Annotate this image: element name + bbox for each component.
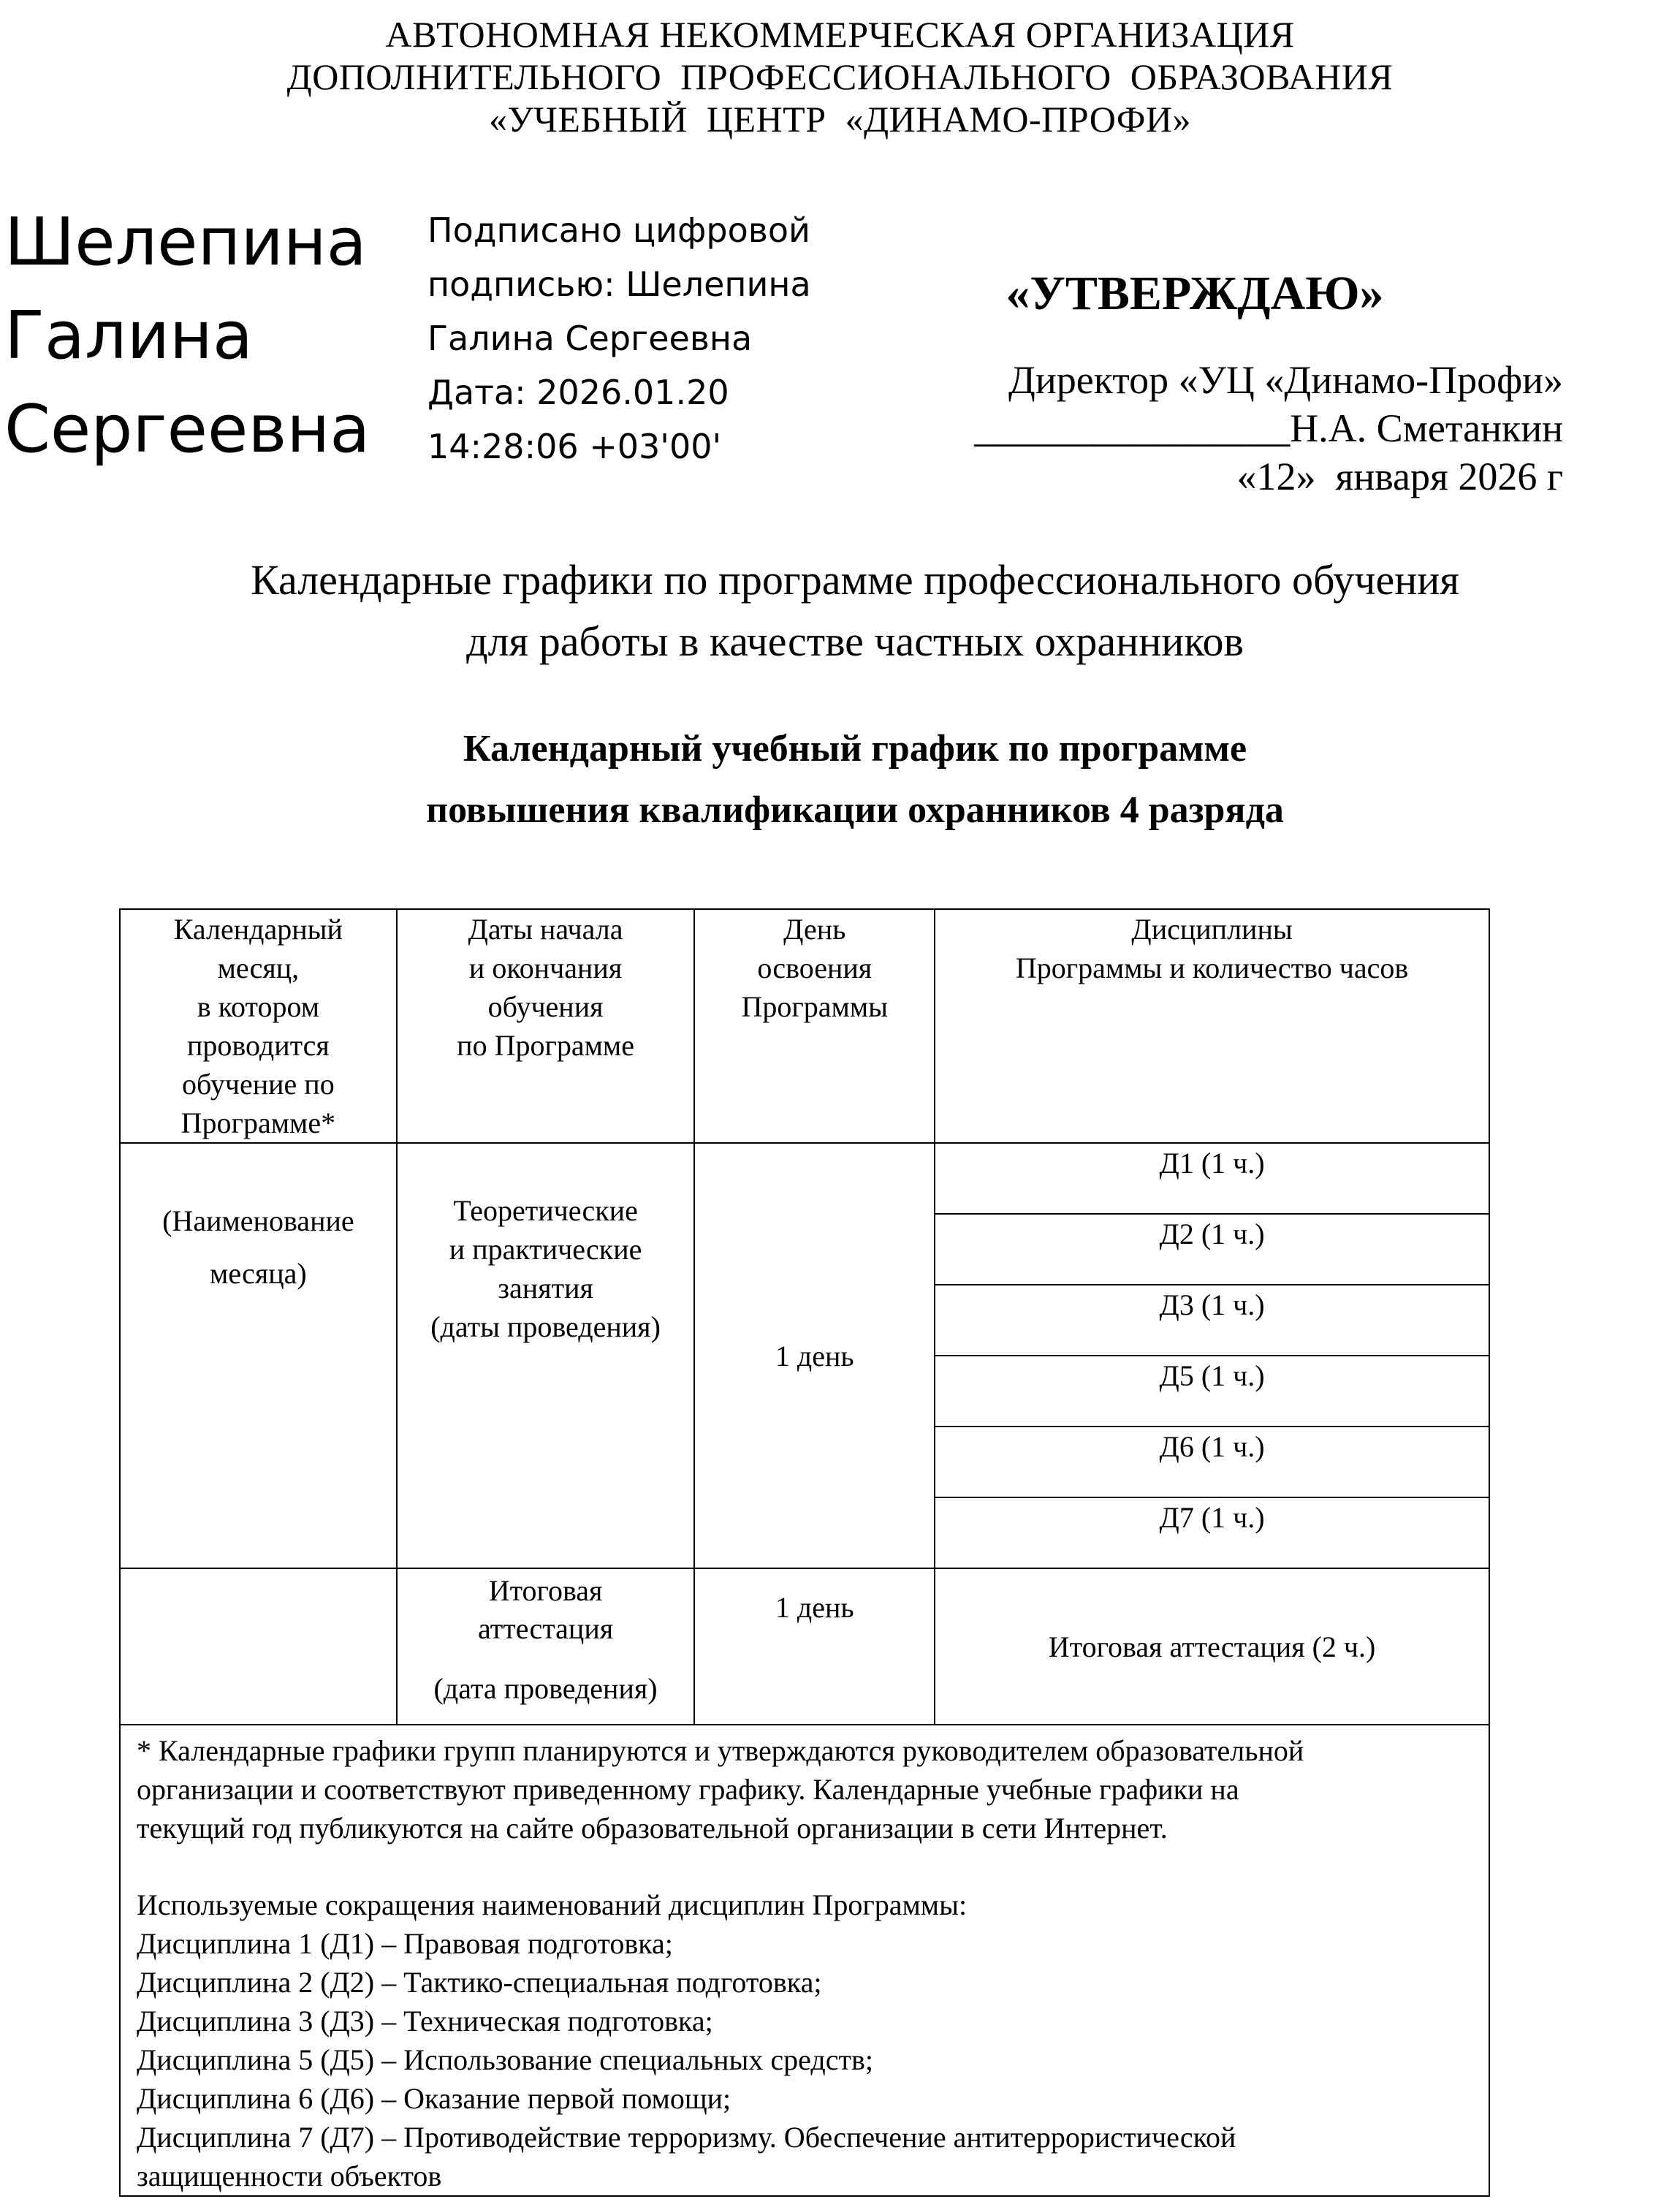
empty-month-cell — [120, 1568, 397, 1725]
cell-text: месяца) — [210, 1257, 307, 1290]
abbrev-line: Дисциплина 2 (Д2) – Тактико-специальная подготовка; — [137, 1966, 822, 1999]
header-text: и окончания — [468, 951, 623, 984]
final-assessment-row — [120, 1568, 1489, 1725]
header-dates — [397, 909, 695, 1143]
cell-text: и практические — [449, 1233, 642, 1266]
signature-name-line: Сергеевна — [4, 391, 370, 468]
abbrev-line: Дисциплина 3 (Д3) – Техническая подготовка; — [137, 2005, 713, 2037]
cell-text: (Наименование — [162, 1204, 354, 1237]
schedule-subtitle — [0, 718, 1680, 841]
approval-line: Директор «УЦ «Динамо-Профи» — [1008, 358, 1563, 402]
signature-name-line: Галина — [4, 297, 254, 374]
digital-signature-details — [427, 203, 811, 474]
cell-text: Теоретические — [453, 1194, 638, 1227]
header-disciplines — [935, 909, 1489, 1143]
header-text: в котором — [197, 990, 319, 1023]
discipline-cell: Д2 (1 ч.) — [935, 1214, 1489, 1285]
cell-text: (дата проведения) — [433, 1672, 658, 1705]
month-cell — [120, 1143, 397, 1568]
subtitle-line: Календарный учебный график по программе — [463, 728, 1247, 770]
document-title — [0, 550, 1680, 672]
approval-line: ________________Н.А. Сметанкин — [974, 406, 1563, 450]
abbrev-line: защищенности объектов — [137, 2159, 442, 2192]
header-text: обучение по — [182, 1068, 335, 1101]
discipline-cell: Д6 (1 ч.) — [935, 1427, 1489, 1497]
note-line: текущий год публикуются на сайте образовательной организации в сети Интернет. — [137, 1812, 1168, 1845]
digital-signature-name — [4, 196, 370, 476]
title-line: для работы в качестве частных охранников — [466, 618, 1244, 665]
header-text: Дисциплины — [1131, 913, 1293, 946]
notes-row — [120, 1725, 1489, 2196]
signature-detail-line: 14:28:06 +03'00' — [427, 427, 722, 466]
note-line: организации и соответствуют приведенному графику. Календарные учебные графики на — [137, 1773, 1239, 1806]
abbrev-heading: Используемые сокращения наименований дисциплин Программы: — [137, 1888, 968, 1921]
abbrev-line: Дисциплина 7 (Д7) – Противодействие терроризму. Обеспечение антитеррористической — [137, 2121, 1236, 2154]
header-text: Даты начала — [468, 913, 623, 946]
approval-block — [974, 356, 1563, 501]
org-line: ДОПОЛНИТЕЛЬНОГО ПРОФЕССИОНАЛЬНОГО ОБРАЗОВАНИЯ — [286, 56, 1394, 97]
org-line: «УЧЕБНЫЙ ЦЕНТР «ДИНАМО-ПРОФИ» — [488, 99, 1192, 140]
cell-text: (даты проведения) — [430, 1310, 661, 1343]
header-text: Программы — [741, 990, 889, 1023]
signature-name-line: Шелепина — [4, 204, 367, 281]
final-day-cell: 1 день — [694, 1568, 935, 1725]
notes-cell — [120, 1725, 1489, 2196]
abbrev-line: Дисциплина 1 (Д1) – Правовая подготовка; — [137, 1927, 673, 1960]
final-discipline-cell: Итоговая аттестация (2 ч.) — [935, 1568, 1489, 1725]
org-line: АВТОНОМНАЯ НЕКОММЕРЧЕСКАЯ ОРГАНИЗАЦИЯ — [385, 14, 1295, 55]
header-text: проводится — [187, 1029, 330, 1062]
header-text: освоения — [757, 951, 873, 984]
day-cell: 1 день — [694, 1143, 935, 1568]
cell-text: Итоговая — [488, 1574, 603, 1607]
signature-detail-line: подписью: Шелепина — [427, 265, 811, 304]
header-text: Календарный — [173, 913, 343, 946]
header-text: День — [783, 913, 846, 946]
approval-line: «12» января 2026 г — [1236, 455, 1563, 498]
cell-text: занятия — [498, 1272, 593, 1304]
final-dates-cell — [397, 1568, 695, 1725]
discipline-cell: Д7 (1 ч.) — [935, 1497, 1489, 1568]
dates-cell — [397, 1143, 695, 1568]
header-text: месяц, — [217, 951, 300, 984]
subtitle-line: повышения квалификации охранников 4 разряда — [426, 789, 1284, 831]
discipline-cell: Д5 (1 ч.) — [935, 1356, 1489, 1427]
discipline-cell: Д1 (1 ч.) — [935, 1143, 1489, 1214]
organization-header — [0, 13, 1680, 140]
title-line: Календарные графики по программе профессионального обучения — [251, 556, 1459, 604]
table-row — [120, 1143, 1489, 1214]
header-text: обучения — [487, 990, 604, 1023]
header-text: Программе* — [180, 1106, 336, 1139]
schedule-table — [119, 908, 1490, 2197]
table-header-row — [120, 909, 1489, 1143]
header-day — [694, 909, 935, 1143]
signature-detail-line: Дата: 2026.01.20 — [427, 373, 729, 412]
header-text: Программы и количество часов — [1015, 951, 1409, 984]
cell-text: аттестация — [478, 1612, 614, 1645]
discipline-cell: Д3 (1 ч.) — [935, 1285, 1489, 1356]
note-line: * Календарные графики групп планируются и утверждаются руководителем образовательной — [137, 1734, 1304, 1767]
approval-heading: «УТВЕРЖДАЮ» — [1006, 267, 1384, 320]
signature-detail-line: Галина Сергеевна — [427, 319, 753, 358]
header-month — [120, 909, 397, 1143]
header-text: по Программе — [457, 1029, 634, 1062]
abbrev-line: Дисциплина 5 (Д5) – Использование специальных средств; — [137, 2043, 873, 2076]
signature-detail-line: Подписано цифровой — [427, 210, 810, 250]
abbrev-line: Дисциплина 6 (Д6) – Оказание первой помощи; — [137, 2082, 731, 2115]
